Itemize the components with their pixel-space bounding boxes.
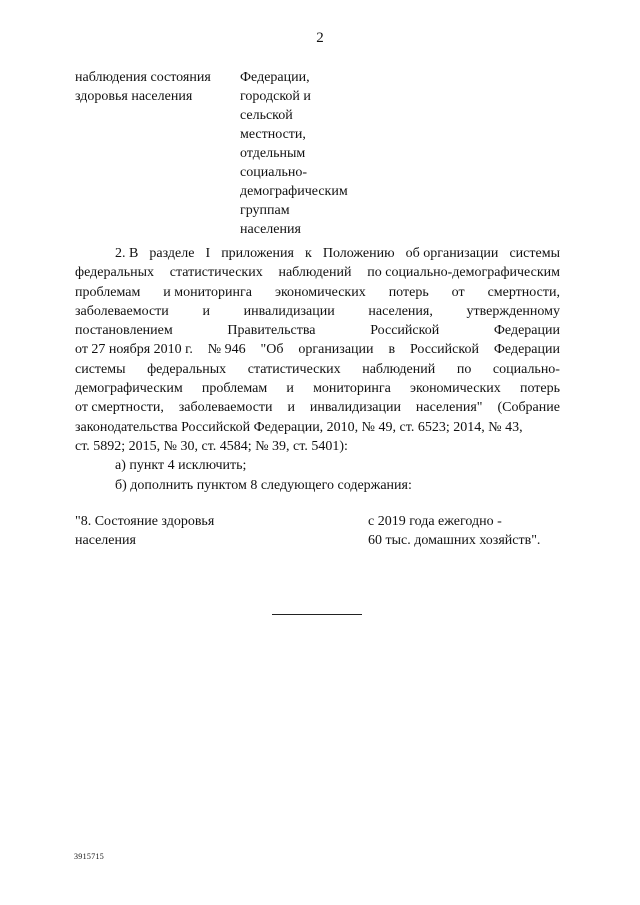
word: Федерации <box>493 342 560 358</box>
document-code: 3915715 <box>74 852 105 861</box>
cell-line: населения <box>75 533 136 548</box>
cell-line: группам <box>240 203 290 218</box>
paragraph-line <box>75 379 560 398</box>
word: населения, <box>368 303 433 319</box>
table-bottom-right-cell <box>368 512 568 550</box>
cell-line: населения <box>240 222 301 237</box>
cell-line: 60 тыс. домашних хозяйств". <box>368 533 541 548</box>
word: потерь <box>388 284 429 300</box>
word: 2. В <box>115 246 139 261</box>
word: от <box>451 284 465 300</box>
cell-line: с 2019 года ежегодно - <box>368 514 502 529</box>
paragraph-line <box>75 302 560 321</box>
cell-line: социально- <box>240 165 308 180</box>
word: экономических <box>409 381 501 397</box>
cell-line: сельской <box>240 108 293 123</box>
word: в <box>388 342 396 358</box>
table-top-right-cell <box>240 68 380 239</box>
word: утвержденному <box>466 303 560 319</box>
word: ст. 5892; 2015, № 30, ст. 4584; № 39, ст. 5401): <box>75 438 348 454</box>
word: населения" <box>415 400 483 416</box>
word: разделе <box>149 246 195 261</box>
cell-line: наблюдения состояния <box>75 70 211 85</box>
word: организации <box>298 342 374 358</box>
closing-rule <box>272 614 362 615</box>
word: заболеваемости <box>178 400 273 416</box>
word: Положению <box>322 246 395 261</box>
paragraph-line <box>75 437 560 456</box>
table-bottom-left-cell <box>75 512 295 550</box>
word: от 27 ноября 2010 г. <box>75 342 193 358</box>
word: наблюдений <box>362 361 436 377</box>
paragraph-line <box>75 244 560 263</box>
paragraph-line <box>75 360 560 379</box>
word: от смертности, <box>75 400 164 416</box>
cell-line: здоровья населения <box>75 89 193 104</box>
cell-line: демографическим <box>240 184 348 199</box>
word: Российской <box>370 323 440 339</box>
word: (Собрание <box>497 400 560 416</box>
word: потерь <box>519 381 560 397</box>
word: и <box>202 303 210 319</box>
word: социально- <box>492 361 560 377</box>
paragraph-line <box>75 283 560 302</box>
item-a: а) пункт 4 исключить; <box>115 458 247 474</box>
paragraph-line <box>75 321 560 340</box>
word: Правительства <box>227 323 316 339</box>
paragraph-line <box>75 418 560 437</box>
word: I <box>205 246 211 261</box>
paragraph-line <box>75 340 560 359</box>
word: инвалидизации <box>309 400 401 416</box>
word: Федерации <box>493 323 560 339</box>
word: инвалидизации <box>243 303 335 319</box>
paragraph-line <box>75 263 560 282</box>
word: федеральных <box>147 361 227 377</box>
word: проблемам <box>75 284 141 300</box>
word: федеральных <box>75 265 155 281</box>
word: экономических <box>274 284 366 300</box>
item-b: б) дополнить пунктом 8 следующего содержания: <box>115 477 412 493</box>
word: статистических <box>247 361 341 377</box>
word: системы <box>509 246 560 261</box>
word: мониторинга <box>313 381 391 397</box>
cell-line: городской и <box>240 89 311 104</box>
word: заболеваемости <box>75 303 169 319</box>
word: статистических <box>169 265 263 281</box>
cell-line: "8. Состояние здоровья <box>75 514 215 529</box>
word: к <box>304 246 312 261</box>
word: и мониторинга <box>163 284 252 300</box>
table-top-left-cell <box>75 68 235 106</box>
word: проблемам <box>201 381 268 397</box>
word: № 946 <box>207 342 246 358</box>
word: наблюдений <box>278 265 352 281</box>
page-number: 2 <box>316 30 324 46</box>
word: "Об <box>260 342 284 358</box>
word: по <box>456 361 472 377</box>
word: постановлением <box>75 323 173 339</box>
word: демографическим <box>75 381 183 397</box>
word: приложения <box>221 246 294 261</box>
word: и <box>287 400 295 416</box>
amendment-paragraph <box>75 244 560 495</box>
word: смертности, <box>487 284 560 300</box>
word: по социально-демографическим <box>367 265 560 281</box>
word: об организации <box>405 246 499 261</box>
cell-line: отдельным <box>240 146 306 161</box>
word: и <box>286 381 294 397</box>
cell-line: местности, <box>240 127 306 142</box>
cell-line: Федерации, <box>240 70 310 85</box>
word: Российской <box>409 342 479 358</box>
word: законодательства Российской Федерации, 2010, № 49, ст. 6523; 2014, № 43, <box>75 419 523 435</box>
paragraph-line <box>75 398 560 417</box>
word: системы <box>75 361 126 377</box>
